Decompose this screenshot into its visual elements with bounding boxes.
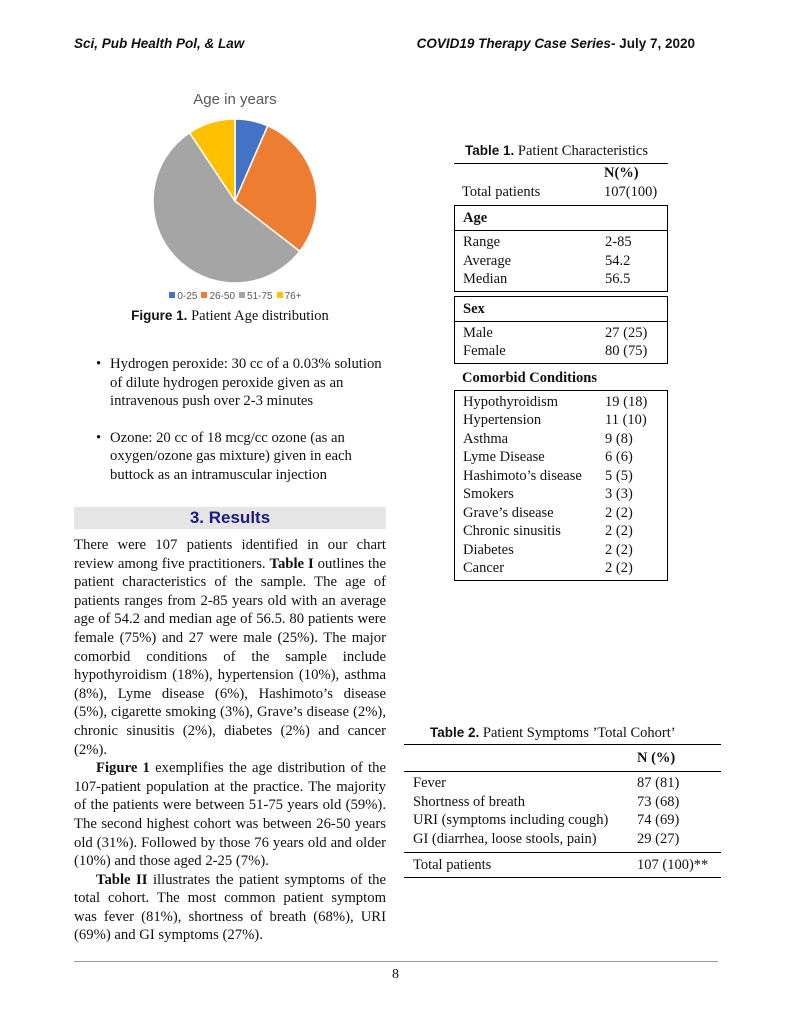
legend-swatch — [239, 292, 245, 298]
results-paragraph-3 — [74, 871, 386, 945]
legend-item-51-75 — [239, 291, 273, 302]
bullet-marker: • — [96, 356, 102, 372]
figure-1-text: Patient Age distribution — [191, 308, 329, 324]
p3-ref-table2: Table II — [96, 871, 148, 888]
legend-item-26-50 — [201, 291, 235, 302]
results-body — [74, 536, 386, 945]
p3-text: illustrates the patient symptoms of the total cohort. The most common patient symptom was fever (81%), shortness of breath (68%), URI (69%) and GI symptoms (27%). — [74, 871, 386, 944]
row-label: GI (diarrhea, loose stools, pain) — [413, 830, 597, 847]
table-row — [404, 811, 721, 830]
table-row — [455, 430, 667, 449]
row-label: Cancer — [463, 560, 505, 576]
row-value: 54.2 — [605, 252, 631, 269]
table-row — [455, 559, 667, 578]
table-2-title: Patient Symptoms ’Total Cohort’ — [482, 725, 676, 741]
row-label: Hashimoto’s disease — [463, 467, 582, 484]
pie-svg — [150, 116, 320, 286]
legend-item-76+ — [277, 291, 302, 302]
running-header-title — [417, 36, 695, 51]
table-row — [455, 233, 667, 252]
legend-label: 26-50 — [209, 291, 236, 302]
row-label: Total patients — [413, 857, 492, 873]
legend-item-0-25 — [169, 291, 197, 302]
row-value: 19 (18) — [605, 393, 648, 410]
table-row-total — [404, 853, 721, 877]
figure-1-label: Figure 1. — [131, 308, 188, 323]
table-row — [404, 774, 721, 793]
chart-legend — [140, 291, 331, 302]
table-row — [454, 164, 668, 183]
row-value: 107 (100)** — [637, 857, 709, 873]
bullet-text: Ozone: 20 cc of 18 mcg/cc ozone (as an oxygen/ozone gas mixture) given in each buttock as an intramuscular injection — [110, 429, 352, 483]
table-2-caption — [430, 725, 676, 742]
row-value: 2 (2) — [605, 541, 633, 558]
table-row — [455, 448, 667, 467]
row-label: Asthma — [463, 430, 509, 447]
footer-divider — [74, 961, 718, 962]
table-row — [404, 745, 721, 771]
row-label: Grave’s disease — [463, 504, 554, 521]
row-value: 74 (69) — [637, 812, 680, 828]
row-label: Median — [463, 271, 508, 287]
legend-swatch — [277, 292, 283, 298]
row-label: Range — [463, 234, 501, 250]
row-label: Hypertension — [463, 412, 542, 428]
results-paragraph-1 — [74, 536, 386, 759]
bullet-hydrogen-peroxide — [96, 355, 388, 411]
p2-text: exemplifies the age distribution of the 107-patient population at the practice. The majority of the patients were between 51-75 years old (59%). The second highest cohort was between 26-50 years old (31%). Followed by those 76 years old and older (10%) and those aged 2-25 (7%). — [74, 760, 386, 870]
row-label: Shortness of breath — [413, 793, 525, 810]
p1-text-a: There were 107 patients identified in our chart review among five practitioners. — [74, 537, 386, 572]
row-label: Fever — [413, 775, 447, 791]
table-row — [455, 504, 667, 523]
row-value: 107(100) — [604, 183, 658, 200]
row-value: 3 (3) — [605, 486, 633, 502]
table-2-label: Table 2. — [430, 725, 480, 740]
age-pie-chart — [140, 88, 330, 313]
table-row — [455, 467, 667, 486]
comorbid-rows — [454, 391, 668, 580]
legend-label: 51-75 — [247, 291, 273, 302]
legend-label: 76+ — [284, 291, 302, 302]
table-row — [454, 183, 668, 202]
row-value: 2 (2) — [605, 523, 633, 539]
legend-swatch — [169, 292, 175, 298]
row-label: Average — [463, 252, 512, 269]
chart-title: Age in years — [193, 91, 277, 108]
page-number: 8 — [392, 967, 399, 982]
table-row — [404, 830, 721, 849]
section-heading-comorbid: Comorbid Conditions — [462, 369, 597, 386]
row-value: 5 (5) — [605, 467, 633, 484]
row-value: 9 (8) — [605, 430, 633, 447]
running-header-journal: Sci, Pub Health Pol, & Law — [74, 36, 245, 51]
legend-label: 0-25 — [177, 291, 198, 302]
p2-ref-figure1: Figure 1 — [96, 760, 150, 777]
table-row — [455, 485, 667, 504]
bullet-text: Hydrogen peroxide: 30 cc of a 0.03% solution of dilute hydrogen peroxide given as an intravenous push over 2-3 minutes — [110, 356, 382, 409]
table-row — [455, 270, 667, 289]
column-header: N (%) — [637, 750, 676, 766]
row-label: Lyme Disease — [463, 449, 545, 465]
row-value: 27 (25) — [605, 324, 648, 341]
table-row — [455, 252, 667, 271]
row-value: 6 (6) — [605, 449, 633, 465]
table-1-caption — [465, 143, 648, 160]
row-value: 87 (81) — [637, 775, 680, 791]
p1-text-b: outlines the patient characteristics of the sample. The age of patients ranges from 2-85 years old with an average age of 54.2 and median age of 56.5. 80 patients were female (75%) and 27 were male (25%). The major comorbid conditions of the sample include hypothyroidism (18%), hypertension (10%), asthma (8%), Lyme disease (6%), Hashimoto’s disease (5%), cigarette smoking (3%), Grave’s disease (2%), chronic sinusitis (2%), diabetes (2%) and cancer (2%). — [74, 555, 387, 758]
row-value: 29 (27) — [637, 830, 680, 847]
row-label: Total patients — [462, 183, 541, 200]
row-value: 2-85 — [605, 234, 632, 250]
table-row — [455, 393, 667, 412]
legend-swatch — [201, 292, 207, 298]
table-row — [455, 411, 667, 430]
row-label: Male — [463, 324, 493, 341]
table-row — [455, 541, 667, 560]
table-1 — [454, 163, 668, 581]
treatment-bullets — [96, 355, 388, 502]
row-label: URI (symptoms including cough) — [413, 812, 609, 828]
sex-rows — [454, 322, 668, 363]
table-row — [404, 793, 721, 812]
row-label: Chronic sinusitis — [463, 523, 561, 539]
results-paragraph-2 — [74, 759, 386, 871]
row-value: 73 (68) — [637, 793, 680, 810]
table-row — [455, 324, 667, 343]
row-label: Diabetes — [463, 541, 514, 558]
row-label: Female — [463, 343, 506, 359]
bullet-ozone — [96, 429, 388, 485]
section-heading-age: Age — [454, 206, 668, 230]
table-2 — [404, 744, 721, 878]
table-row — [455, 522, 667, 541]
row-value: 80 (75) — [605, 343, 648, 359]
row-label: Smokers — [463, 486, 514, 502]
row-value: 2 (2) — [605, 560, 633, 576]
running-header-date: - July 7, 2020 — [610, 36, 695, 51]
bullet-marker: • — [96, 429, 102, 446]
age-rows — [454, 231, 668, 291]
row-value: 2 (2) — [605, 504, 633, 521]
section-heading-sex: Sex — [454, 296, 668, 321]
symptom-rows — [404, 772, 721, 852]
p1-ref-table1: Table I — [269, 555, 314, 572]
column-header: N(%) — [604, 165, 639, 181]
figure-1-caption — [74, 308, 386, 325]
row-value: 11 (10) — [605, 412, 647, 428]
results-heading: 3. Results — [74, 507, 386, 529]
row-value: 56.5 — [605, 271, 631, 287]
table-1-label: Table 1. — [465, 143, 515, 158]
row-label: Hypothyroidism — [463, 393, 559, 410]
table-1-title: Patient Characteristics — [517, 143, 648, 159]
running-header-title-main: COVID19 Therapy Case Series — [416, 36, 611, 51]
table-row — [455, 342, 667, 361]
